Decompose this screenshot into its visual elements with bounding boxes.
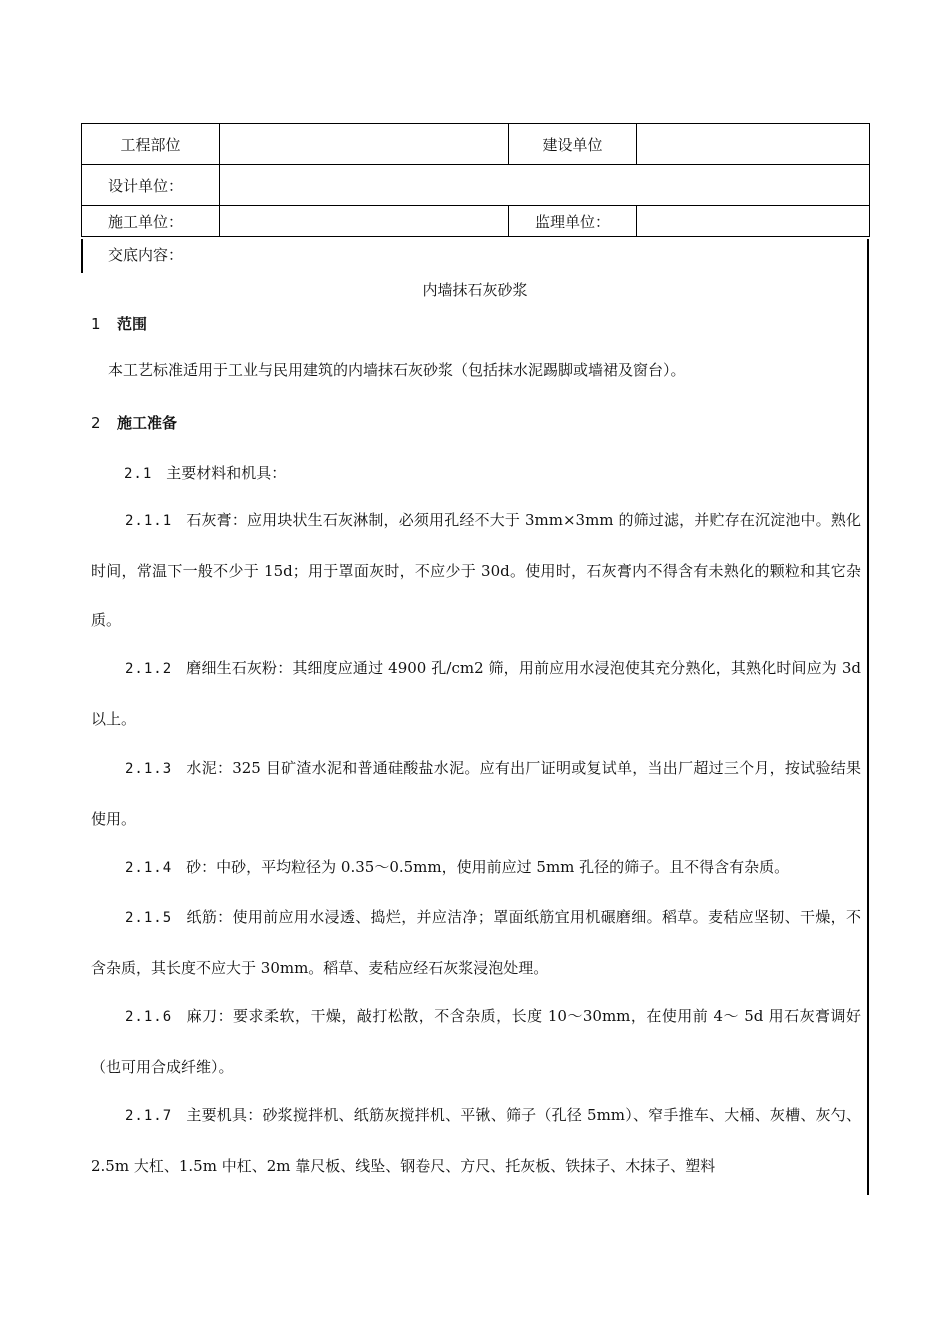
header-table bbox=[81, 123, 870, 237]
builder-field[interactable] bbox=[637, 124, 870, 165]
subsection-2-1-number: 2.1 bbox=[124, 466, 153, 482]
item-2-1-7 bbox=[91, 1091, 861, 1191]
item-text: 麻刀：要求柔软，干燥，敲打松散，不含杂质，长度 10～30mm，在使用前 4～ 5d 用石灰膏调好（也可用合成纤维）。 bbox=[91, 1007, 861, 1076]
handover-label: 交底内容： bbox=[108, 246, 184, 264]
header-row-design bbox=[82, 165, 870, 206]
right-border-line bbox=[867, 239, 869, 1195]
project-part-field[interactable] bbox=[220, 124, 509, 165]
builder-label: 建设单位 bbox=[509, 124, 637, 165]
section-2-title: 施工准备 bbox=[117, 414, 178, 432]
header-row-construction bbox=[82, 206, 870, 237]
item-text: 磨细生石灰粉：其细度应通过 4900 孔/cm2 筛，用前应用水浸泡使其充分熟化，其熟化时间应为 3d 以上。 bbox=[91, 659, 861, 728]
project-part-label: 工程部位 bbox=[82, 124, 220, 165]
item-2-1-1 bbox=[91, 496, 861, 646]
subsection-2-1-heading bbox=[124, 462, 286, 483]
supervision-unit-label: 监理单位： bbox=[509, 206, 637, 237]
section-2-heading bbox=[91, 412, 177, 433]
item-text: 主要机具：砂浆搅拌机、纸筋灰搅拌机、平锹、筛子（孔径 5mm）、窄手推车、大桶、灰槽、灰勺、2.5m 大杠、1.5m 中杠、2m 靠尺板、线坠、钢卷尺、方尺、托灰板、铁抹子、木抹子、塑料 bbox=[91, 1106, 861, 1175]
design-unit-field[interactable] bbox=[220, 165, 870, 206]
item-number: 2.1.4 bbox=[125, 860, 173, 876]
section-1-heading bbox=[91, 313, 147, 334]
item-2-1-4 bbox=[91, 843, 861, 894]
left-border-line bbox=[81, 239, 83, 273]
construction-unit-field[interactable] bbox=[220, 206, 509, 237]
item-2-1-5 bbox=[91, 893, 861, 993]
item-text: 纸筋：使用前应用水浸透、捣烂，并应洁净；罩面纸筋宜用机碾磨细。稻草。麦秸应坚韧、干燥，不含杂质，其长度不应大于 30mm。稻草、麦秸应经石灰浆浸泡处理。 bbox=[91, 908, 861, 977]
item-text: 石灰膏：应用块状生石灰淋制，必须用孔经不大于 3mm×3mm 的筛过滤，并贮存在沉淀池中。熟化时间，常温下一般不少于 15d；用于罩面灰时，不应少于 30d。使用时，石灰膏内不得含有未熟化的颗粒和其它杂质。 bbox=[91, 511, 861, 629]
item-number: 2.1.6 bbox=[125, 1009, 173, 1025]
item-2-1-2 bbox=[91, 644, 861, 744]
design-unit-label: 设计单位： bbox=[82, 165, 220, 206]
construction-unit-label: 施工单位： bbox=[82, 206, 220, 237]
item-number: 2.1.5 bbox=[125, 910, 173, 926]
item-text: 砂：中砂，平均粒径为 0.35～0.5mm，使用前应过 5mm 孔径的筛子。且不得含有杂质。 bbox=[186, 858, 790, 876]
item-2-1-6 bbox=[91, 992, 861, 1092]
header-row-project bbox=[82, 124, 870, 165]
item-number: 2.1.3 bbox=[125, 761, 173, 777]
supervision-unit-field[interactable] bbox=[637, 206, 870, 237]
item-number: 2.1.1 bbox=[125, 513, 173, 529]
item-number: 2.1.7 bbox=[125, 1108, 173, 1124]
item-text: 水泥：325 目矿渣水泥和普通硅酸盐水泥。应有出厂证明或复试单，当出厂超过三个月，按试验结果使用。 bbox=[91, 759, 861, 828]
section-1-number: 1 bbox=[91, 315, 101, 333]
section-1-title: 范围 bbox=[117, 315, 148, 333]
scope-paragraph: 本工艺标准适用于工业与民用建筑的内墙抹石灰砂浆（包括抹水泥踢脚或墙裙及窗台）。 bbox=[108, 361, 686, 379]
section-2-number: 2 bbox=[91, 414, 101, 432]
item-2-1-3 bbox=[91, 744, 861, 844]
item-number: 2.1.2 bbox=[125, 661, 173, 677]
document-title: 内墙抹石灰砂浆 bbox=[422, 281, 528, 299]
subsection-2-1-title: 主要材料和机具： bbox=[166, 464, 287, 482]
